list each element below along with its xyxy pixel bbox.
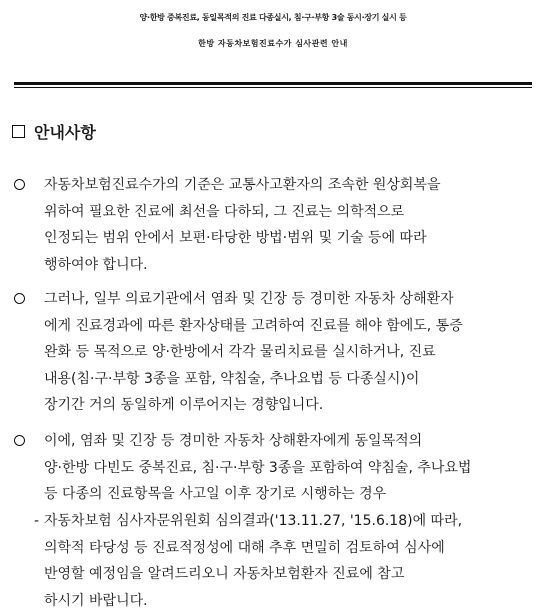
paragraph-3: [8, 428, 533, 508]
sub-item: [8, 508, 533, 614]
circle-bullet-icon: [14, 179, 25, 190]
paragraph-line: 완화 등 목적으로 양·한방에서 각각 물리치료를 실시하거나, 진료: [8, 339, 533, 366]
paragraph-1: [8, 172, 533, 278]
sub-item-line: 하시기 바랍니다.: [8, 588, 533, 614]
page-title: 한방 자동차보험진료수가 심사관련 안내: [0, 38, 546, 49]
circle-bullet-icon: [14, 435, 25, 446]
paragraph-line: 위하여 필요한 진료에 최선을 다하되, 그 진료는 의학적으로: [8, 199, 533, 226]
paragraph-line: 등 다종의 진료항목을 사고일 이후 장기로 시행하는 경우: [8, 481, 533, 508]
paragraph-line: 자동차보험진료수가의 기준은 교통사고환자의 조속한 원상회복을: [8, 172, 533, 199]
title-rule-thick: [14, 82, 532, 85]
paragraph-line: 행하여야 합니다.: [8, 252, 533, 279]
checkbox-icon: [12, 125, 25, 138]
paragraph-line: 그러나, 일부 의료기관에서 염좌 및 긴장 등 경미한 자동차 상해환자: [8, 286, 533, 313]
sub-item-line: 자동차보험 심사자문위원회 심의결과('13.11.27, '15.6.18)에 따라,: [8, 508, 533, 535]
title-rule-thin: [14, 87, 532, 88]
paragraph-2: [8, 286, 533, 419]
paragraph-line: 장기간 거의 동일하게 이루어지는 경향입니다.: [8, 392, 533, 419]
dash-marker: -: [34, 508, 39, 535]
section-heading: [12, 120, 96, 143]
circle-bullet-icon: [14, 293, 25, 304]
sub-item-line: 반영할 예정임을 알려드리오니 자동차보험환자 진료에 참고: [8, 561, 533, 588]
paragraph-line: 양·한방 다빈도 중복진료, 침·구·부항 3종을 포함하여 약침술, 추나요법: [8, 455, 533, 482]
paragraph-line: 내용(침·구·부항 3종을 포함, 약침술, 추나요법 등 다종실시)이: [8, 366, 533, 393]
section-title: 안내사항: [34, 120, 96, 143]
paragraph-line: 이에, 염좌 및 긴장 등 경미한 자동차 상해환자에게 동일목적의: [8, 428, 533, 455]
paragraph-line: 인정되는 범위 안에서 보편·타당한 방법·범위 및 기술 등에 따라: [8, 225, 533, 252]
paragraph-line: 에게 진료경과에 따른 환자상태를 고려하여 진료를 해야 함에도, 통증: [8, 313, 533, 340]
header-subtitle: 양·한방 중복진료, 동일목적의 진료 다종실시, 침·구·부항 3술 동시·장기 실시 등: [0, 12, 546, 23]
sub-item-line: 의학적 타당성 등 진료적정성에 대해 추후 면밀히 검토하여 심사에: [8, 535, 533, 562]
